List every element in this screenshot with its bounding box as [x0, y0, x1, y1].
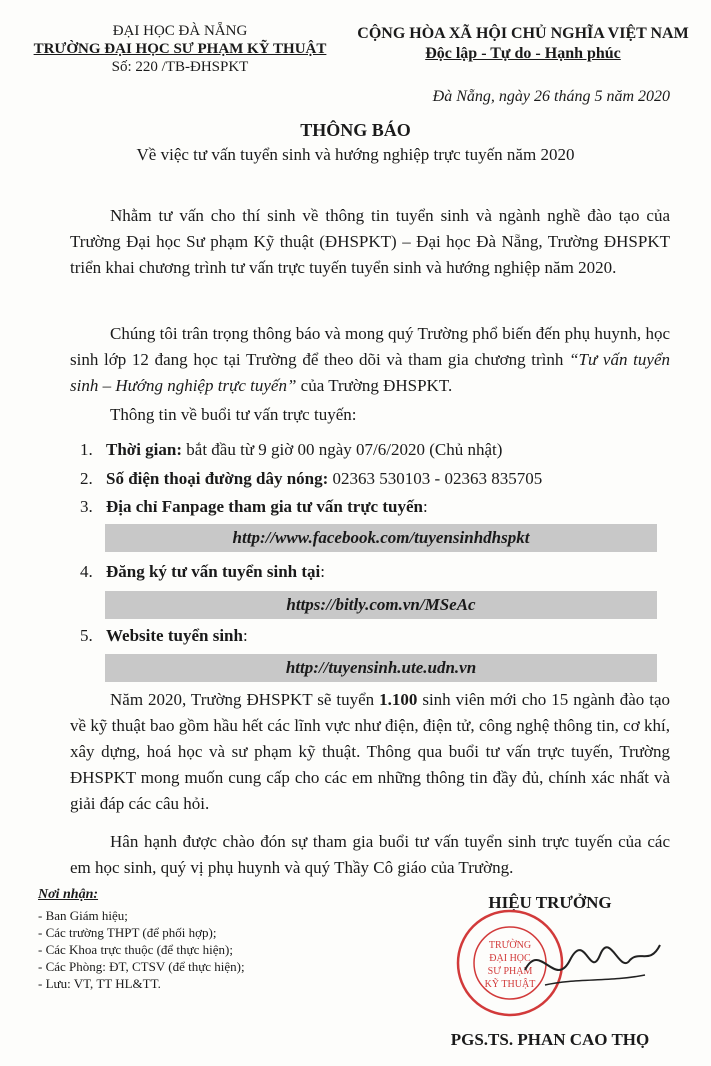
item-text: :: [320, 562, 325, 581]
document-number: Số: 220 /TB-ĐHSPKT: [111, 59, 249, 75]
item-label: Số điện thoại đường dây nóng:: [106, 469, 329, 488]
list-item: [80, 440, 502, 460]
signer-title: HIỆU TRƯỞNG: [488, 893, 612, 912]
signature-icon: [515, 930, 665, 1000]
school-name: TRƯỜNG ĐẠI HỌC SƯ PHẠM KỸ THUẬT: [33, 41, 327, 57]
paragraph-closing: Hân hạnh được chào đón sự tham gia buổi tư vấn tuyển sinh trực tuyến của các em học sinh, quý vị phụ huynh và quý Thầy Cô giáo của Trường.: [70, 832, 670, 877]
paragraph-intro: Nhằm tư vấn cho thí sinh về thông tin tuyển sinh và ngành nghề đào tạo của Trường Đại học Sư phạm Kỹ thuật (ĐHSPKT) – Đại học Đà Nẵng, Trường ĐHSPKT triển khai chương trình tư vấn trực tuyến tuyển sinh và hướng nghiệp năm 2020.: [70, 206, 670, 277]
item-number: 1.: [80, 440, 93, 459]
signer-name: PGS.TS. PHAN CAO THỌ: [450, 1030, 650, 1049]
program-name: “Tư vấn tuyển sinh – Hướng nghiệp trực tuyến”: [70, 350, 670, 395]
para2-start: Chúng tôi trân trọng thông báo và mong quý Trường phổ biến đến phụ huynh, học sinh lớp 12 đang học tại Trường để theo dõi và tham gia chương trình: [70, 324, 670, 369]
list-item: [80, 626, 248, 646]
university-name: ĐẠI HỌC ĐÀ NẴNG: [112, 23, 248, 39]
item-number: 4.: [80, 562, 93, 581]
item-number: 3.: [80, 497, 93, 516]
recipients-title: Nơi nhận:: [38, 887, 99, 902]
website-link[interactable]: http://tuyensinh.ute.udn.vn: [105, 654, 657, 682]
item-label: Địa chỉ Fanpage tham gia tư vấn trực tuyến: [106, 497, 423, 516]
item-text: :: [242, 626, 248, 645]
item-label: Đăng ký tư vấn tuyển sinh tại: [106, 562, 321, 581]
list-item: [80, 497, 428, 517]
recipient-item: - Các Khoa trực thuộc (để thực hiện);: [38, 942, 233, 957]
document-subtitle: Về việc tư vấn tuyển sinh và hướng nghiệp trực tuyến năm 2020: [136, 145, 575, 164]
svg-text:KỸ THUẬT: KỸ THUẬT: [484, 979, 536, 990]
item-label: Website tuyển sinh: [106, 626, 243, 645]
para4-start: Năm 2020, Trường ĐHSPKT sẽ tuyển: [110, 690, 380, 709]
item-text: bắt đầu từ 9 giờ 00 ngày 07/6/2020 (Chủ nhật): [182, 440, 503, 459]
item-number: 2.: [80, 469, 93, 488]
recipient-item: - Ban Giám hiệu;: [38, 908, 128, 923]
item-label: Thời gian:: [106, 440, 183, 459]
item-text: :: [422, 497, 428, 516]
svg-text:TRƯỜNG: TRƯỜNG: [488, 940, 532, 951]
document-title: THÔNG BÁO: [300, 120, 411, 140]
paragraph-request: [70, 321, 670, 399]
para4-end: sinh viên mới cho 15 ngành đào tạo về kỹ thuật bao gồm hầu hết các lĩnh vực như điện, điện tử, công nghệ thông tin, cơ khí, xây dựng, hoá học và sư phạm kỹ thuật. Thông qua buổi tư vấn trực tuyến, Trường ĐHSPKT mong muốn cung cấp cho các em những thông tin đầy đủ, chính xác nhất và giải đáp các câu hỏi.: [70, 690, 670, 813]
country-name: CỘNG HÒA XÃ HỘI CHỦ NGHĨA VIỆT NAM: [357, 25, 689, 42]
recipient-item: - Các Phòng: ĐT, CTSV (để thực hiện);: [38, 959, 245, 974]
register-link[interactable]: https://bitly.com.vn/MSeAc: [105, 591, 657, 619]
svg-text:SƯ PHẠM: SƯ PHẠM: [487, 966, 533, 977]
list-item: [80, 469, 542, 489]
item-text: 02363 530103 - 02363 835705: [328, 469, 543, 488]
info-heading: Thông tin về buổi tư vấn trực tuyến:: [110, 405, 357, 424]
recipient-item: - Các trường THPT (để phối hợp);: [38, 925, 217, 940]
item-number: 5.: [80, 626, 93, 645]
national-motto: Độc lập - Tự do - Hạnh phúc: [425, 45, 621, 62]
recipient-item: - Lưu: VT, TT HL&TT.: [38, 976, 161, 991]
recipients-list: [38, 907, 245, 992]
fanpage-link[interactable]: http://www.facebook.com/tuyensinhdhspkt: [105, 524, 657, 552]
paragraph-enrollment: [70, 687, 670, 817]
document-date: Đà Nẵng, ngày 26 tháng 5 năm 2020: [432, 88, 670, 105]
svg-text:ĐẠI HỌC: ĐẠI HỌC: [489, 953, 531, 964]
list-item: [80, 562, 325, 582]
para2-end: của Trường ĐHSPKT.: [296, 376, 453, 395]
header-right: [345, 24, 701, 64]
enrollment-count: 1.100: [379, 690, 418, 709]
header-left: [20, 22, 340, 76]
